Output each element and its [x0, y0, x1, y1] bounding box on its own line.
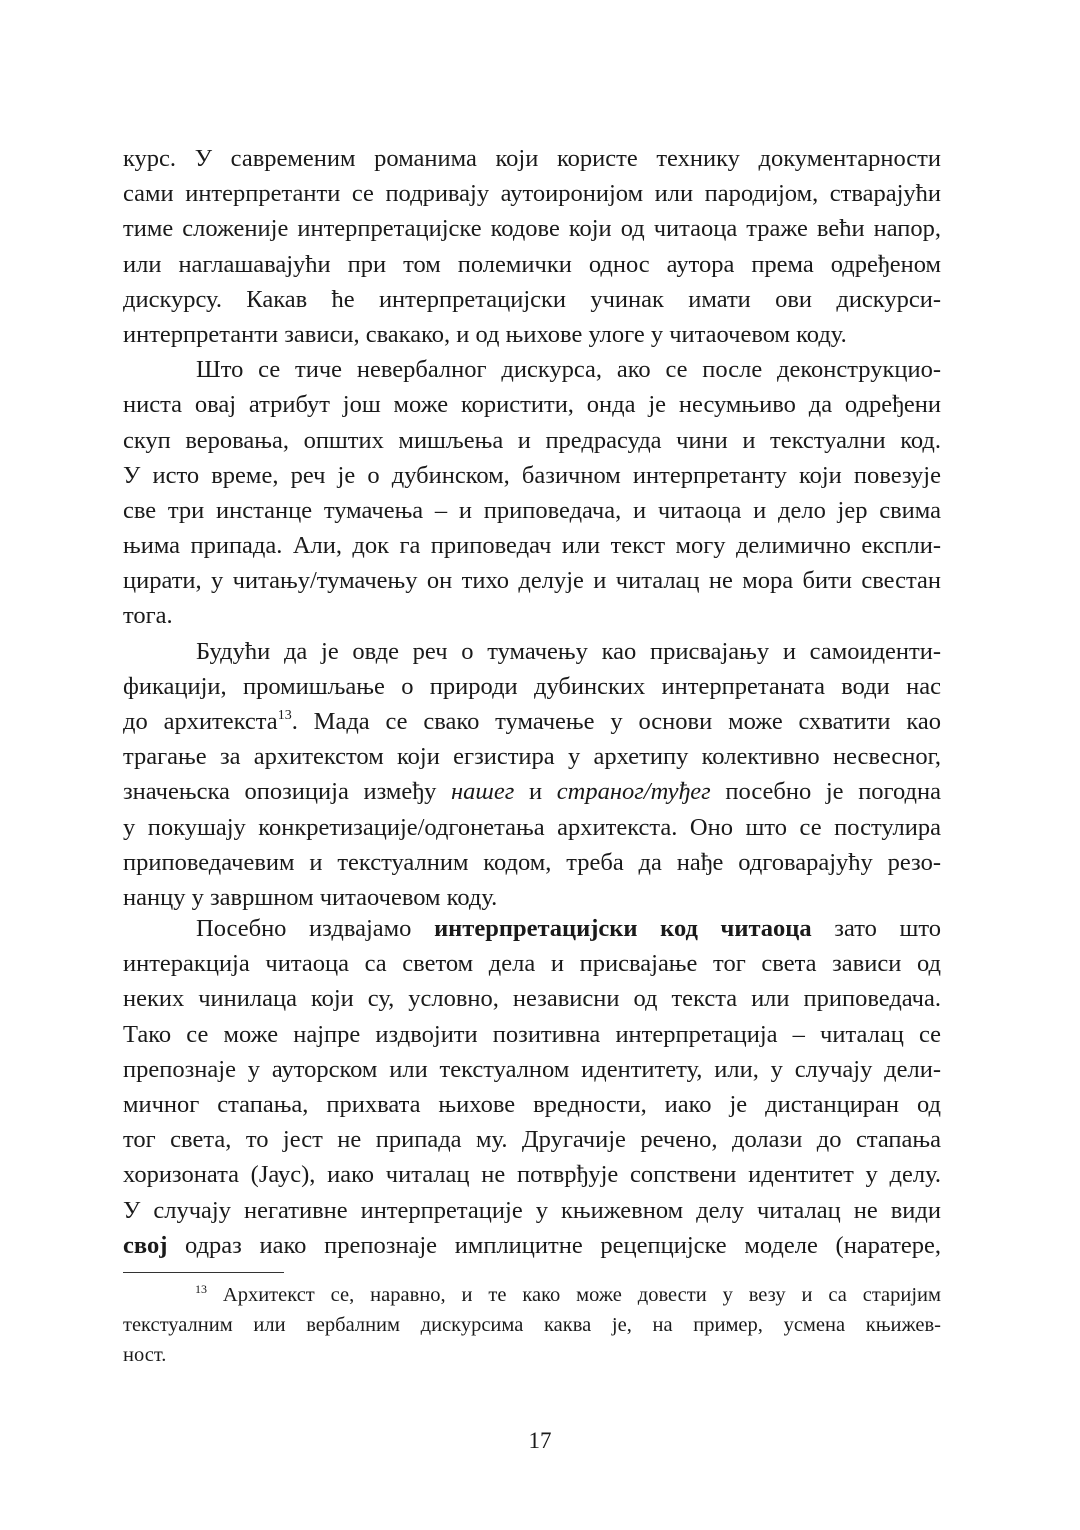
text-line: све три инстанце тумачења – и приповедача, и читаоца и дело јер свима [123, 496, 941, 524]
text-line: приповедачевим и текстуалним кодом, треба да нађе одговарајућу резо- [123, 848, 941, 876]
text-line: дискурсу. Какав ће интерпретацијски учинак имати ови дискурси- [123, 285, 941, 313]
main-text-top [123, 141, 941, 915]
bold-term: интерпретацијски код читаоца [434, 915, 812, 942]
text-line: У исто време, реч је о дубинском, базичном интерпретанту који повезује [123, 461, 941, 489]
text-line: тиме сложеније интерпретацијске кодове који од читаоца траже већи напор, [123, 215, 941, 243]
text-fragment: зато што [811, 915, 941, 942]
text-line: интерпретанти зависи, свакако, и од њихове улоге у читаочевом коду. [123, 320, 847, 348]
text-fragment: и [514, 778, 557, 806]
text-line [123, 911, 941, 946]
text-fragment: значењска опозиција између [123, 778, 452, 806]
italic-term: нашег [451, 778, 515, 806]
text-line: неких чинилаца који су, условно, независни од текста или приповедача. [123, 985, 941, 1013]
text-line: Што се тиче невербалног дискурса, ако се после деконструкцио- [196, 356, 941, 384]
footnote-line: текстуалним или вербалним дискурсима каква је, на пример, усмена књижев- [123, 1314, 941, 1336]
text-fragment: посебно је погодна [710, 778, 941, 806]
bold-term: свој [123, 1231, 168, 1259]
text-line: курс. У савременим романима који користе технику документарности [123, 145, 941, 172]
italic-term: страног/туђег [556, 778, 711, 806]
text-line [123, 774, 941, 809]
text-fragment: . Мада се свако тумачење у основи може схватити као [291, 708, 941, 735]
text-line: тог света, то јест не припада му. Другачије речено, долази до стапања [123, 1126, 941, 1154]
text-line: нанцу у завршном читаочевом коду. [123, 883, 498, 911]
text-line: у покушају конкретизације/одгонетања архитекста. Оно што се постулира [123, 813, 941, 841]
text-fragment: одраз иако препознаје имплицитне рецепцијске моделе (наратере, [167, 1231, 941, 1259]
text-line: или наглашавајући при том полемички однос аутора према одређеном [123, 250, 941, 278]
text-fragment: Посебно издвајамо [196, 915, 435, 942]
text-line: њима припада. Али, док га приповедач или текст могу делимично експли- [123, 532, 941, 560]
text-line: У случају негативне интерпретације у књижевном делу читалац не види [123, 1196, 941, 1224]
footnote [123, 1280, 941, 1370]
footnote-reference[interactable]: 13 [277, 708, 292, 723]
footnote-line: ност. [123, 1344, 167, 1366]
text-line: интеракција читаоца са светом дела и присвајање тог света зависи од [123, 950, 941, 978]
text-line: хоризоната (Јаус), иако читалац не потврђује сопствени идентитет у делу. [123, 1161, 941, 1189]
text-line: тога. [123, 602, 173, 630]
text-line: препознаје у ауторском или текстуалном идентитету, или, у случају дели- [123, 1055, 941, 1083]
footnote-number: 13 [195, 1282, 207, 1296]
text-line: мичног стапања, прихвата њихове вредности, иако је дистанциран од [123, 1090, 941, 1118]
text-line: фикацији, промишљање о природи дубинских интерпретаната води нас [123, 672, 941, 700]
text-line: цирати, у читању/тумачењу он тихо делује и читалац не мора бити свестан [123, 567, 941, 595]
text-line: сами интерпретанти се подривају аутоиронијом или пародијом, стварајући [123, 180, 941, 208]
text-line: Будући да је овде реч о тумачењу као присвајању и самоиденти- [196, 637, 941, 665]
text-fragment: Архитекст се, наравно, и те како може довести у везу и са старијим [207, 1284, 941, 1306]
text-fragment: до архитекста [123, 708, 278, 735]
text-line: скуп веровања, општих мишљења и предрасуда чини и текстуални код. [123, 426, 941, 454]
main-text-bottom [123, 911, 941, 1263]
text-line [123, 704, 941, 739]
footnote-separator [123, 1272, 284, 1273]
text-line: ниста овај атрибут још може користити, онда је несумњиво да одређени [123, 391, 941, 419]
text-line [123, 1228, 941, 1263]
footnote-line [123, 1280, 941, 1310]
page-number: 17 [528, 1428, 552, 1453]
text-line: Тако се може најпре издвојити позитивна интерпретација – читалац се [123, 1020, 941, 1048]
text-line: трагање за архитекстом који егзистира у архетипу колективно несвесног, [123, 743, 941, 771]
